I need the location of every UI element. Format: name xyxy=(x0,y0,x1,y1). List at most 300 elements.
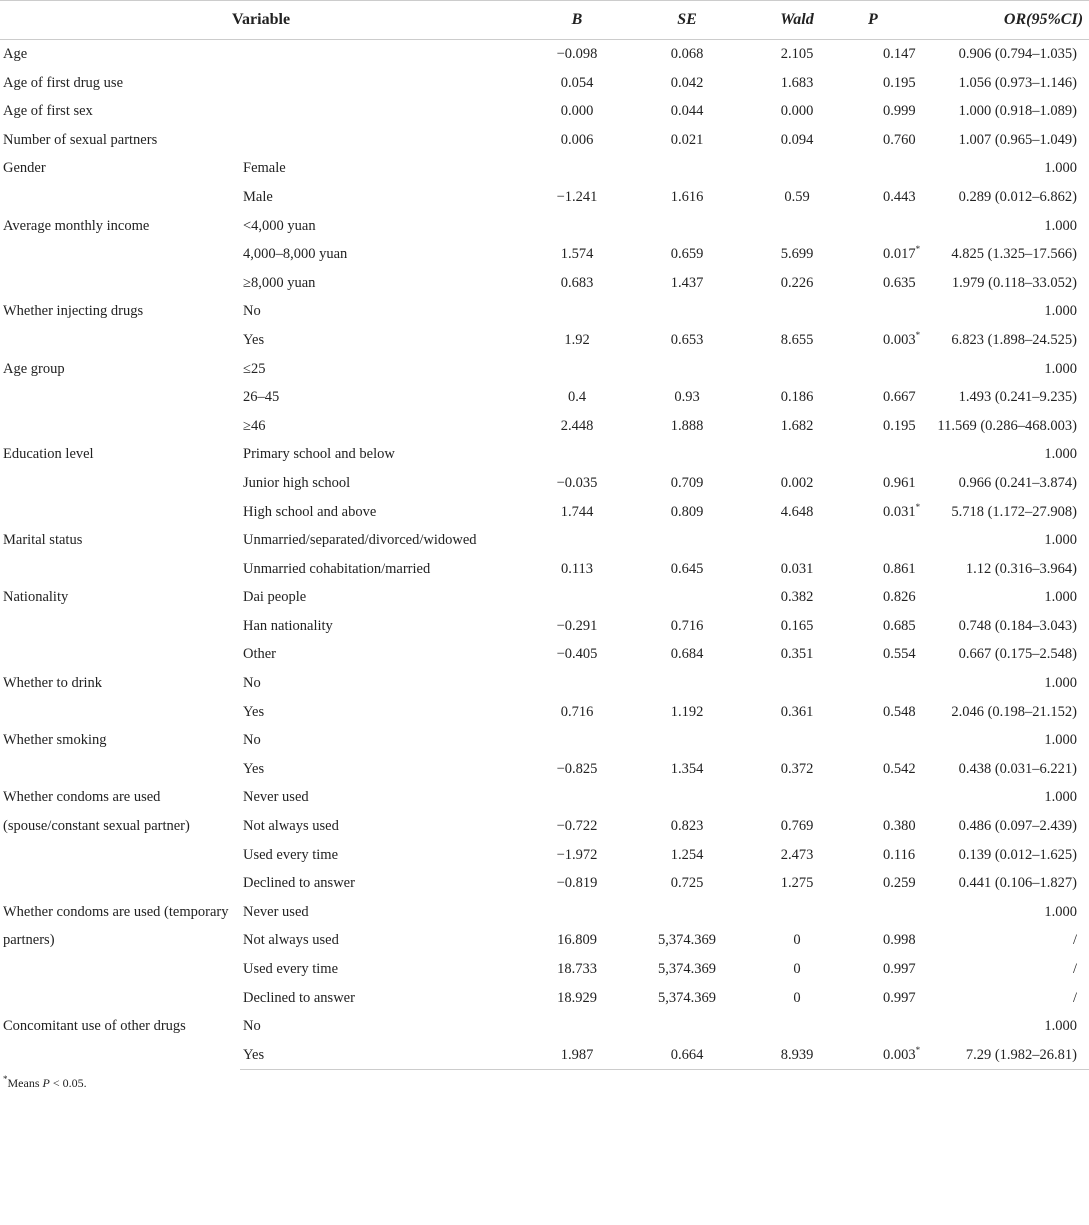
cell-b: −0.035 xyxy=(556,474,598,491)
cell-wald: 0.226 xyxy=(780,274,814,291)
cell-category: Yes xyxy=(243,703,265,720)
cell-p xyxy=(852,297,932,326)
cell-p-value: 0.195 xyxy=(883,74,916,91)
cell-wald: 0.372 xyxy=(780,760,814,777)
table-row xyxy=(0,612,1089,641)
cell-b xyxy=(522,297,632,326)
cell-variable xyxy=(0,755,240,784)
cell-b: −0.291 xyxy=(556,617,598,634)
cell-category: Unmarried/separated/divorced/widowed xyxy=(243,532,477,549)
cell-or: 4.825 (1.325–17.566) xyxy=(951,246,1078,263)
table-row xyxy=(0,440,1089,469)
cell-p-value: 0.017 xyxy=(883,246,916,263)
significance-star: * xyxy=(915,330,921,341)
cell-wald xyxy=(742,726,852,755)
cell-or: / xyxy=(1072,961,1078,977)
cell-wald: 0.59 xyxy=(784,188,810,205)
cell-b: 1.987 xyxy=(522,1041,632,1070)
table-row xyxy=(0,783,1089,812)
cell-wald: 0.031 xyxy=(780,560,814,577)
significance-star: * xyxy=(915,1044,921,1055)
cell-or: 5.718 (1.172–27.908) xyxy=(951,503,1078,520)
cell-p xyxy=(852,812,932,841)
cell-p xyxy=(852,612,932,641)
cell-category: No xyxy=(243,732,261,749)
cell-variable xyxy=(0,869,240,898)
cell-wald: 0.361 xyxy=(780,703,814,720)
table-row xyxy=(0,326,1089,355)
cell-b: 0.006 xyxy=(560,131,594,148)
table-row xyxy=(0,412,1089,441)
cell-b: −0.825 xyxy=(556,760,598,777)
cell-category: Junior high school xyxy=(243,474,351,491)
cell-wald: 0.000 xyxy=(780,103,814,120)
cell-se xyxy=(632,783,742,812)
cell-variable xyxy=(0,955,240,984)
cell-or: 0.667 (0.175–2.548) xyxy=(958,646,1078,663)
cell-category: Yes xyxy=(240,1041,522,1070)
cell-se: 0.823 xyxy=(670,818,704,835)
table-row xyxy=(0,955,1089,984)
cell-b xyxy=(522,440,632,469)
cell-wald xyxy=(742,526,852,555)
cell-p xyxy=(852,69,932,98)
cell-se xyxy=(632,726,742,755)
cell-variable xyxy=(0,183,240,212)
cell-se: 0.664 xyxy=(632,1041,742,1070)
cell-b: −0.098 xyxy=(556,46,598,62)
cell-wald xyxy=(742,355,852,384)
cell-b: −1.241 xyxy=(556,188,598,205)
cell-p xyxy=(852,1041,932,1070)
cell-se: 1.354 xyxy=(670,760,704,777)
cell-or: 1.000 xyxy=(1044,360,1078,377)
cell-b xyxy=(522,526,632,555)
cell-or: 0.906 (0.794–1.035) xyxy=(958,46,1078,62)
cell-p xyxy=(852,755,932,784)
table-row xyxy=(0,355,1089,384)
cell-category: Yes xyxy=(243,760,265,777)
cell-b xyxy=(522,583,632,612)
cell-variable: Whether smoking xyxy=(3,732,107,749)
table-row xyxy=(0,669,1089,698)
cell-category: Used every time xyxy=(243,846,339,863)
cell-wald: 0.382 xyxy=(780,589,814,606)
cell-p xyxy=(852,97,932,126)
cell-b: 18.929 xyxy=(557,989,597,1006)
cell-b xyxy=(522,1012,632,1041)
table-row xyxy=(0,755,1089,784)
cell-p xyxy=(852,326,932,355)
cell-wald: 1.682 xyxy=(780,417,814,434)
cell-variable: Whether injecting drugs xyxy=(3,303,144,320)
cell-wald: 0.186 xyxy=(780,389,814,406)
cell-or: 1.000 xyxy=(1044,217,1078,234)
cell-se: 1.192 xyxy=(670,703,704,720)
footnote-p: P xyxy=(42,1076,50,1091)
cell-category xyxy=(240,97,522,126)
cell-wald: 5.699 xyxy=(780,246,814,263)
cell-se xyxy=(632,526,742,555)
cell-b xyxy=(522,154,632,183)
cell-p-value: 0.999 xyxy=(883,103,916,120)
header-se: SE xyxy=(632,1,742,40)
table-header xyxy=(0,1,1089,40)
cell-se: 0.93 xyxy=(674,389,700,406)
cell-se xyxy=(632,583,742,612)
cell-p xyxy=(852,669,932,698)
cell-p-value: 0.380 xyxy=(883,818,916,835)
cell-or: 1.056 (0.973–1.146) xyxy=(958,74,1078,91)
cell-p xyxy=(852,40,932,69)
cell-p-value: 0.861 xyxy=(883,560,916,577)
cell-p xyxy=(852,640,932,669)
cell-category: Never used xyxy=(243,903,309,920)
cell-wald: 0.165 xyxy=(780,617,814,634)
cell-wald xyxy=(742,783,852,812)
cell-p xyxy=(852,126,932,155)
cell-wald: 8.939 xyxy=(742,1041,852,1070)
cell-or: 1.12 (0.316–3.964) xyxy=(965,560,1078,577)
cell-se: 0.653 xyxy=(670,331,704,348)
cell-se: 5,374.369 xyxy=(658,932,717,949)
cell-category: ≥46 xyxy=(243,417,266,434)
cell-category: Yes xyxy=(243,331,265,348)
cell-wald: 8.655 xyxy=(780,331,814,348)
cell-b: 2.448 xyxy=(560,417,594,434)
cell-wald: 1.683 xyxy=(780,74,814,91)
cell-category: Used every time xyxy=(243,961,339,977)
cell-variable xyxy=(0,555,240,584)
cell-p-value: 0.685 xyxy=(883,617,916,634)
cell-p-value: 0.031 xyxy=(883,503,916,520)
cell-variable: Age of first drug use xyxy=(3,74,124,91)
table-row xyxy=(0,183,1089,212)
cell-wald: 0.094 xyxy=(780,131,814,148)
cell-or: 1.000 xyxy=(1044,532,1078,549)
cell-category: Han nationality xyxy=(243,617,333,634)
cell-wald: 0.769 xyxy=(780,818,814,835)
cell-variable xyxy=(0,326,240,355)
cell-b: 0.000 xyxy=(560,103,594,120)
cell-or: 1.493 (0.241–9.235) xyxy=(958,389,1078,406)
cell-or: 1.000 xyxy=(1044,789,1078,806)
cell-p xyxy=(852,498,932,527)
cell-category xyxy=(240,126,522,155)
table-row xyxy=(0,469,1089,498)
table-row xyxy=(0,984,1089,1013)
header-p: P xyxy=(852,1,932,40)
table-row xyxy=(0,69,1089,98)
cell-variable xyxy=(0,612,240,641)
footnote-star: * xyxy=(3,1074,8,1085)
cell-wald: 0.351 xyxy=(780,646,814,663)
cell-or: 0.966 (0.241–3.874) xyxy=(958,474,1078,491)
cell-se: 5,374.369 xyxy=(658,989,717,1006)
cell-category: Male xyxy=(243,188,273,205)
cell-p xyxy=(852,469,932,498)
cell-variable: Concomitant use of other drugs xyxy=(3,1018,186,1035)
table-row xyxy=(0,97,1089,126)
cell-b: 0.4 xyxy=(567,389,587,406)
cell-p xyxy=(852,869,932,898)
cell-or: 0.441 (0.106–1.827) xyxy=(958,875,1078,892)
cell-p xyxy=(852,412,932,441)
footnote-text-b: < 0.05. xyxy=(49,1076,87,1091)
cell-b: −1.972 xyxy=(556,846,598,863)
cell-b: 0.113 xyxy=(560,560,594,577)
header-or: OR(95%CI) xyxy=(932,1,1089,40)
cell-b: −0.722 xyxy=(556,818,598,835)
cell-or: / xyxy=(1072,989,1078,1006)
table-row xyxy=(0,726,1089,755)
cell-or: 0.486 (0.097–2.439) xyxy=(958,818,1078,835)
cell-p xyxy=(852,583,932,612)
cell-b: 1.574 xyxy=(560,246,594,263)
cell-variable: Whether condoms are used (temporary partners) xyxy=(3,903,229,949)
cell-p-value: 0.554 xyxy=(883,646,916,663)
cell-p-value: 0.997 xyxy=(883,961,916,977)
cell-se xyxy=(632,1012,742,1041)
table-row xyxy=(0,383,1089,412)
cell-b: 0.683 xyxy=(560,274,594,291)
cell-se: 0.044 xyxy=(670,103,704,120)
cell-or: 0.139 (0.012–1.625) xyxy=(958,846,1078,863)
cell-or: 0.289 (0.012–6.862) xyxy=(958,188,1078,205)
cell-variable xyxy=(0,640,240,669)
cell-b: −0.819 xyxy=(556,875,598,892)
cell-p xyxy=(852,841,932,870)
cell-or: 1.000 xyxy=(1044,1018,1078,1035)
header-wald: Wald xyxy=(742,1,852,40)
cell-se: 0.659 xyxy=(670,246,704,263)
cell-p xyxy=(852,240,932,269)
cell-variable xyxy=(0,698,240,727)
table-row xyxy=(0,583,1089,612)
cell-p-value: 0.961 xyxy=(883,474,916,491)
cell-category: Unmarried cohabitation/married xyxy=(243,560,431,577)
cell-wald: 0 xyxy=(793,989,801,1006)
cell-wald: 2.105 xyxy=(780,46,814,62)
cell-category: Not always used xyxy=(243,818,339,835)
cell-p xyxy=(852,183,932,212)
cell-category: No xyxy=(243,303,261,320)
cell-variable: Whether to drink xyxy=(3,675,103,692)
table-row xyxy=(0,212,1089,241)
cell-p xyxy=(852,898,932,927)
cell-category: No xyxy=(243,675,261,692)
cell-se: 1.254 xyxy=(670,846,704,863)
table-row xyxy=(0,126,1089,155)
cell-p xyxy=(852,555,932,584)
cell-variable xyxy=(0,240,240,269)
significance-star: * xyxy=(915,501,921,512)
cell-b: 18.733 xyxy=(557,961,597,977)
table-row xyxy=(0,640,1089,669)
cell-variable: Age xyxy=(3,46,28,62)
cell-se: 0.809 xyxy=(670,503,704,520)
cell-p-value: 0.259 xyxy=(883,875,916,892)
cell-se: 0.068 xyxy=(670,46,704,62)
table-row xyxy=(0,240,1089,269)
header-variable: Variable xyxy=(0,1,522,40)
cell-wald: 2.473 xyxy=(780,846,814,863)
cell-category: 4,000–8,000 yuan xyxy=(243,246,348,263)
cell-se: 0.021 xyxy=(670,131,704,148)
table-row xyxy=(0,154,1089,183)
cell-b: −0.405 xyxy=(556,646,598,663)
cell-or: 0.748 (0.184–3.043) xyxy=(958,617,1078,634)
cell-or: 1.007 (0.965–1.049) xyxy=(958,131,1078,148)
cell-p-value: 0.826 xyxy=(883,589,916,606)
cell-category: Other xyxy=(243,646,277,663)
cell-p xyxy=(852,926,932,955)
significance-star: * xyxy=(915,244,921,255)
cell-se xyxy=(632,440,742,469)
cell-category: No xyxy=(243,1018,261,1035)
cell-se: 1.437 xyxy=(670,274,704,291)
cell-b: 16.809 xyxy=(557,932,597,949)
cell-se: 0.645 xyxy=(670,560,704,577)
cell-p xyxy=(852,526,932,555)
cell-se xyxy=(632,898,742,927)
cell-p xyxy=(852,783,932,812)
cell-wald xyxy=(742,1012,852,1041)
footnote-text-a: Means xyxy=(7,1076,43,1091)
cell-or: 1.000 xyxy=(1044,589,1078,606)
cell-variable: Whether condoms are used (spouse/constant sexual partner) xyxy=(3,789,190,835)
cell-wald xyxy=(742,297,852,326)
cell-variable xyxy=(0,412,240,441)
cell-or: 1.000 xyxy=(1044,675,1078,692)
cell-b: 1.92 xyxy=(564,331,590,348)
table-row xyxy=(0,269,1089,298)
cell-or: 1.000 xyxy=(1044,160,1078,177)
cell-p-value: 0.760 xyxy=(883,131,916,148)
cell-se xyxy=(632,669,742,698)
cell-variable xyxy=(0,498,240,527)
table-row xyxy=(0,526,1089,555)
cell-p-value: 0.667 xyxy=(883,389,916,406)
cell-b: 0.054 xyxy=(560,74,594,91)
cell-p-value: 0.998 xyxy=(883,932,916,949)
cell-se xyxy=(632,297,742,326)
cell-b xyxy=(522,669,632,698)
cell-category: <4,000 yuan xyxy=(243,217,316,234)
cell-b xyxy=(522,898,632,927)
cell-variable: Average monthly income xyxy=(3,217,150,234)
cell-b: 1.744 xyxy=(560,503,594,520)
cell-or: 6.823 (1.898–24.525) xyxy=(951,331,1078,348)
cell-or: 7.29 (1.982–26.81) xyxy=(932,1041,1089,1070)
table-body xyxy=(0,40,1089,1070)
cell-variable xyxy=(0,984,240,1013)
cell-b xyxy=(522,783,632,812)
cell-se: 5,374.369 xyxy=(658,961,717,977)
cell-p-value: 0.195 xyxy=(883,417,916,434)
cell-p xyxy=(852,955,932,984)
cell-wald: 0 xyxy=(793,961,801,977)
cell-category: Declined to answer xyxy=(243,875,355,892)
cell-p xyxy=(852,1012,932,1041)
cell-or: 1.979 (0.118–33.052) xyxy=(951,274,1078,291)
cell-p xyxy=(852,355,932,384)
cell-wald xyxy=(742,440,852,469)
cell-or: 2.046 (0.198–21.152) xyxy=(951,703,1078,720)
cell-se: 0.042 xyxy=(670,74,704,91)
cell-category: 26–45 xyxy=(243,389,280,406)
cell-p-value: 0.542 xyxy=(883,760,916,777)
cell-se: 0.716 xyxy=(670,617,704,634)
cell-b xyxy=(522,212,632,241)
cell-variable: Education level xyxy=(3,446,94,463)
cell-wald xyxy=(742,212,852,241)
table-row xyxy=(0,555,1089,584)
cell-variable: Number of sexual partners xyxy=(3,131,158,148)
cell-p xyxy=(852,726,932,755)
header-row xyxy=(0,1,1089,40)
cell-category: Female xyxy=(243,160,286,177)
cell-variable: Gender xyxy=(3,160,46,177)
cell-variable xyxy=(0,469,240,498)
cell-or: 1.000 xyxy=(1044,446,1078,463)
cell-p-value: 0.635 xyxy=(883,274,916,291)
cell-p-value: 0.003 xyxy=(883,331,916,348)
cell-category xyxy=(240,40,522,69)
cell-p-value: 0.548 xyxy=(883,703,916,720)
cell-or: 0.438 (0.031–6.221) xyxy=(958,760,1078,777)
cell-p-value: 0.116 xyxy=(883,846,916,863)
cell-se xyxy=(632,355,742,384)
cell-b xyxy=(522,726,632,755)
cell-b: 0.716 xyxy=(560,703,594,720)
cell-wald xyxy=(742,154,852,183)
cell-se xyxy=(632,212,742,241)
cell-wald: 1.275 xyxy=(780,875,814,892)
cell-variable: Nationality xyxy=(3,589,69,606)
cell-se xyxy=(632,154,742,183)
cell-wald: 0 xyxy=(793,932,801,949)
cell-variable xyxy=(0,383,240,412)
cell-se: 0.709 xyxy=(670,474,704,491)
cell-or: 1.000 xyxy=(1044,732,1078,749)
cell-p xyxy=(852,383,932,412)
table-row xyxy=(0,1012,1089,1041)
cell-wald xyxy=(742,898,852,927)
cell-variable: Age group xyxy=(3,360,65,377)
cell-p xyxy=(852,154,932,183)
cell-p xyxy=(852,440,932,469)
table-row xyxy=(0,40,1089,69)
cell-category: Primary school and below xyxy=(243,446,395,463)
table-row xyxy=(0,869,1089,898)
cell-variable xyxy=(0,269,240,298)
cell-category: Never used xyxy=(243,789,309,806)
cell-or: / xyxy=(1072,932,1078,949)
cell-category: High school and above xyxy=(243,503,377,520)
cell-variable: Marital status xyxy=(3,532,83,549)
cell-b xyxy=(522,355,632,384)
cell-se: 1.616 xyxy=(670,188,704,205)
cell-or: 1.000 (0.918–1.089) xyxy=(958,103,1078,120)
cell-se: 0.684 xyxy=(670,646,704,663)
cell-p-value: 0.443 xyxy=(883,188,916,205)
cell-p xyxy=(852,212,932,241)
table-footnote xyxy=(0,1076,1089,1091)
cell-p-value: 0.997 xyxy=(883,989,916,1006)
cell-se: 0.725 xyxy=(670,875,704,892)
cell-p-value: 0.147 xyxy=(883,46,916,62)
